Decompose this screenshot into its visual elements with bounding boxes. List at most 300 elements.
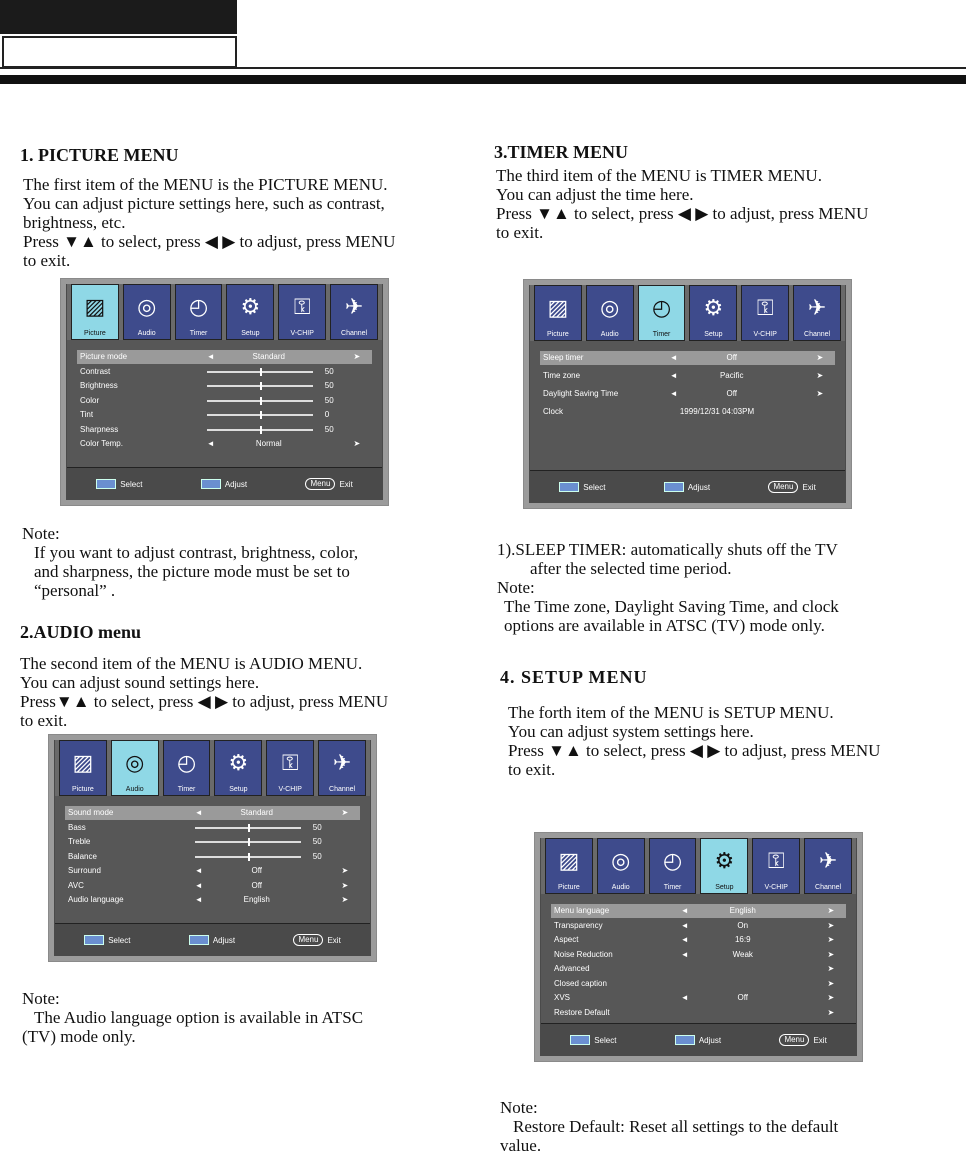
- menu-row[interactable]: [551, 933, 846, 947]
- body-line: Press ▼▲ to select, press ◀ ▶ to adjust, press MENU: [496, 204, 869, 223]
- picture-icon: ▨: [72, 750, 94, 775]
- menu-row[interactable]: [77, 408, 372, 422]
- menu-row[interactable]: [551, 919, 846, 933]
- select-hint-label: Select: [120, 479, 143, 489]
- menu-row-label: Balance: [68, 851, 97, 861]
- adjust-hint: [664, 482, 710, 492]
- menu-row-label: Surround: [68, 866, 101, 875]
- note-label: Note:: [22, 989, 60, 1008]
- slider-track[interactable]: [207, 429, 313, 431]
- exit-hint-label: Exit: [339, 479, 353, 489]
- updown-keys-icon: [559, 482, 579, 492]
- menu-key-icon: Menu: [305, 478, 335, 490]
- updown-keys-icon: [84, 935, 104, 945]
- menu-row[interactable]: [77, 365, 372, 379]
- select-hint: [559, 482, 605, 492]
- menu-row[interactable]: [77, 394, 372, 408]
- menu-row[interactable]: [65, 879, 360, 893]
- menu-tab-label: Timer: [177, 786, 196, 793]
- right-arrow-icon[interactable]: ➤: [827, 978, 835, 988]
- adjust-hint: [189, 935, 235, 945]
- menu-tab-label: Setup: [704, 331, 723, 338]
- slider-value: 0: [324, 410, 330, 419]
- menu-tab-audio[interactable]: [586, 285, 634, 341]
- menu-tab-timer[interactable]: [649, 838, 697, 894]
- channel-satellite-icon: ✈: [344, 294, 364, 319]
- menu-footer: [67, 467, 382, 500]
- note-line: Restore Default: Reset all settings to the default: [513, 1117, 839, 1136]
- audio-icon: ◎: [600, 295, 620, 320]
- exit-hint: [305, 478, 352, 490]
- audio-icon: ◎: [137, 294, 157, 319]
- note-line: “personal” .: [34, 581, 116, 600]
- vchip-lock-icon: ⚿: [293, 294, 311, 319]
- vchip-lock-icon: ⚿: [281, 750, 299, 775]
- menu-body: [55, 796, 370, 923]
- menu-row-value: Off: [726, 389, 738, 398]
- body-line: The second item of the MENU is AUDIO MENU.: [20, 654, 363, 673]
- exit-hint: [293, 934, 340, 946]
- note-label: Note:: [500, 1098, 538, 1117]
- left-arrow-icon[interactable]: ◄: [680, 949, 689, 959]
- leftright-keys-icon: [189, 935, 209, 945]
- menu-tab-label: Setup: [715, 884, 734, 891]
- menu-tab-channel[interactable]: [330, 284, 378, 340]
- menu-tab-vchip[interactable]: [752, 838, 800, 894]
- slider-knob[interactable]: [260, 426, 262, 434]
- timer-menu-screenshot: [523, 279, 852, 509]
- note-line: 1).SLEEP TIMER: automatically shuts off the TV: [497, 540, 838, 559]
- menu-tab-label: Timer: [189, 330, 208, 337]
- menu-tab-label: V-CHIP: [278, 786, 302, 793]
- slider-knob[interactable]: [248, 824, 250, 832]
- menu-row-label: Closed caption: [554, 978, 607, 988]
- setup-icon: ⚙: [240, 294, 261, 319]
- body-line: The forth item of the MENU is SETUP MENU.: [508, 703, 834, 722]
- note-body: [22, 543, 422, 600]
- setup-menu-screenshot: [534, 832, 863, 1062]
- menu-row[interactable]: [540, 351, 835, 365]
- adjust-hint: [675, 1035, 721, 1045]
- audio-menu-screenshot: [48, 734, 377, 962]
- menu-row-label: Transparency: [554, 920, 603, 930]
- menu-row-label: Picture mode: [80, 352, 128, 361]
- menu-row-label: Daylight Saving Time: [543, 389, 619, 398]
- menu-row[interactable]: [65, 850, 360, 864]
- slider-value: 50: [312, 851, 322, 861]
- header-thin-rule: [0, 67, 966, 69]
- menu-row-label: Contrast: [80, 366, 111, 376]
- menu-row-value: Off: [726, 353, 738, 362]
- section-heading: 1. PICTURE MENU: [20, 145, 179, 165]
- menu-row[interactable]: [77, 437, 372, 451]
- menu-row-label: Menu language: [554, 906, 610, 915]
- timer-note: [497, 540, 957, 635]
- body-line: The third item of the MENU is TIMER MENU.: [496, 166, 822, 185]
- menu-row[interactable]: [551, 948, 846, 962]
- slider-knob[interactable]: [260, 368, 262, 376]
- menu-row-value: Normal: [255, 439, 282, 448]
- menu-tab-timer[interactable]: [175, 284, 223, 340]
- menu-row[interactable]: [65, 821, 360, 835]
- left-arrow-icon[interactable]: ◄: [680, 993, 689, 1002]
- section-heading: 2.AUDIO menu: [20, 622, 142, 642]
- right-arrow-icon[interactable]: ➤: [341, 880, 349, 890]
- menu-tab-vchip[interactable]: [741, 285, 789, 341]
- menu-tab-label: Channel: [815, 884, 842, 891]
- menu-row-value: Standard: [240, 808, 273, 817]
- menu-row-value: On: [737, 920, 749, 930]
- menu-tab-setup[interactable]: [689, 285, 737, 341]
- right-arrow-icon[interactable]: ➤: [341, 866, 349, 875]
- menu-row-label: Advanced: [554, 964, 590, 973]
- slider-track[interactable]: [207, 385, 313, 387]
- menu-row[interactable]: [77, 379, 372, 393]
- section-body: [508, 703, 960, 779]
- right-arrow-icon[interactable]: ➤: [827, 935, 835, 944]
- menu-tab-label: Timer: [663, 884, 682, 891]
- menu-row[interactable]: [551, 962, 846, 976]
- header-black-bar: [0, 0, 237, 34]
- left-arrow-icon[interactable]: ◄: [194, 808, 203, 817]
- setup-icon: ⚙: [228, 750, 249, 775]
- menu-row-value: Off: [251, 880, 263, 890]
- menu-tab-setup[interactable]: [700, 838, 748, 894]
- right-arrow-icon[interactable]: ➤: [341, 808, 349, 817]
- menu-row-value: Off: [251, 866, 263, 875]
- left-arrow-icon[interactable]: ◄: [206, 439, 215, 448]
- menu-tab-channel[interactable]: [318, 740, 366, 796]
- left-arrow-icon[interactable]: ◄: [680, 920, 689, 930]
- menu-row-label: Bass: [68, 822, 86, 832]
- audio-icon: ◎: [611, 848, 631, 873]
- menu-tab-label: V-CHIP: [290, 330, 314, 337]
- body-line: to exit.: [23, 251, 71, 270]
- menu-body: [541, 894, 856, 1023]
- menu-row-value: Weak: [732, 949, 753, 959]
- select-hint: [96, 479, 142, 489]
- menu-tab-setup[interactable]: [226, 284, 274, 340]
- updown-keys-icon: [96, 479, 116, 489]
- slider-track[interactable]: [207, 371, 313, 373]
- right-arrow-icon[interactable]: ➤: [353, 439, 361, 448]
- menu-tab-label: Setup: [241, 330, 260, 337]
- slider-track[interactable]: [207, 414, 313, 416]
- note-label: Note:: [22, 524, 60, 543]
- menu-tab-label: Audio: [600, 331, 619, 338]
- adjust-hint: [201, 479, 247, 489]
- exit-hint-label: Exit: [327, 935, 341, 945]
- slider-knob[interactable]: [260, 397, 262, 405]
- left-arrow-icon[interactable]: ◄: [680, 935, 689, 944]
- exit-hint: [768, 481, 815, 493]
- header-thick-rule: [0, 75, 966, 84]
- body-line: brightness, etc.: [23, 213, 126, 232]
- menu-row-value: 16:9: [734, 935, 751, 944]
- menu-row[interactable]: [77, 350, 372, 364]
- menu-row-label: Sharpness: [80, 424, 119, 434]
- header-title-box: [2, 36, 237, 68]
- menu-row-label: Color: [80, 395, 100, 405]
- body-line: Press▼▲ to select, press ◀ ▶ to adjust, press MENU: [20, 692, 389, 711]
- menu-tab-label: Channel: [329, 786, 356, 793]
- picture-note: [22, 524, 422, 600]
- adjust-hint-label: Adjust: [212, 935, 236, 945]
- note-line: The Audio language option is available in ATSC: [34, 1008, 364, 1027]
- section-body: [23, 175, 440, 270]
- menu-tab-label: Channel: [804, 331, 831, 338]
- menu-footer: [55, 923, 370, 956]
- slider-value: 50: [312, 822, 322, 832]
- slider-value: 50: [324, 366, 334, 376]
- left-arrow-icon[interactable]: ◄: [669, 389, 678, 398]
- menu-tab-setup[interactable]: [214, 740, 262, 796]
- menu-tab-picture[interactable]: [534, 285, 582, 341]
- timer-icon: ◴: [188, 294, 209, 319]
- menu-tab-picture[interactable]: [59, 740, 107, 796]
- slider-knob[interactable]: [260, 411, 262, 419]
- note-line: options are available in ATSC (TV) mode only.: [504, 616, 825, 635]
- note-label: Note:: [497, 578, 535, 597]
- note-line: after the selected time period.: [530, 559, 732, 578]
- left-arrow-icon[interactable]: ◄: [680, 906, 689, 915]
- left-arrow-icon[interactable]: ◄: [194, 866, 203, 875]
- timer-icon: ◴: [662, 848, 683, 873]
- timer-icon: ◴: [651, 295, 672, 320]
- menu-row[interactable]: [65, 893, 360, 907]
- body-line: to exit.: [508, 760, 556, 779]
- menu-footer: [530, 470, 845, 503]
- body-line: to exit.: [20, 711, 68, 730]
- picture-menu-section: [20, 145, 440, 270]
- menu-row[interactable]: [551, 991, 846, 1005]
- slider-track[interactable]: [195, 856, 301, 858]
- menu-row-value: Standard: [252, 352, 285, 361]
- picture-menu-screenshot: [60, 278, 389, 506]
- select-hint-label: Select: [108, 935, 131, 945]
- body-line: to exit.: [496, 223, 544, 242]
- menu-tab-picture[interactable]: [71, 284, 119, 340]
- right-arrow-icon[interactable]: ➤: [816, 371, 824, 380]
- exit-hint-label: Exit: [813, 1035, 827, 1045]
- audio-icon: ◎: [125, 750, 145, 775]
- note-line: (TV) mode only.: [22, 1027, 136, 1046]
- setup-menu-section: [500, 667, 960, 779]
- right-arrow-icon[interactable]: ➤: [827, 949, 835, 959]
- note-line: If you want to adjust contrast, brightness, color,: [34, 543, 359, 562]
- picture-icon: ▨: [84, 294, 106, 319]
- note-line: and sharpness, the picture mode must be set to: [34, 562, 350, 581]
- menu-row-label: Audio language: [68, 895, 124, 904]
- audio-menu-section: [20, 622, 440, 730]
- setup-icon: ⚙: [714, 848, 735, 873]
- menu-tab-audio[interactable]: [597, 838, 645, 894]
- menu-row-label: Noise Reduction: [554, 949, 613, 959]
- menu-row[interactable]: [551, 977, 846, 991]
- menu-row-value: Off: [737, 993, 749, 1002]
- menu-tab-label: Audio: [137, 330, 156, 337]
- channel-satellite-icon: ✈: [332, 750, 352, 775]
- menu-key-icon: Menu: [779, 1034, 809, 1046]
- right-arrow-icon[interactable]: ➤: [827, 964, 835, 973]
- menu-tab-bar: [541, 838, 856, 894]
- menu-body: [67, 340, 382, 467]
- right-arrow-icon[interactable]: ➤: [827, 993, 835, 1002]
- left-arrow-icon[interactable]: ◄: [194, 895, 203, 904]
- menu-row-label: Time zone: [543, 371, 581, 380]
- select-hint: [84, 935, 130, 945]
- menu-tab-label: Audio: [125, 786, 144, 793]
- menu-row-value: English: [729, 906, 756, 915]
- menu-tab-vchip[interactable]: [266, 740, 314, 796]
- menu-row[interactable]: [65, 835, 360, 849]
- left-arrow-icon[interactable]: ◄: [206, 352, 215, 361]
- menu-row-label: Aspect: [554, 935, 579, 944]
- setup-icon: ⚙: [703, 295, 724, 320]
- body-line: You can adjust picture settings here, such as contrast,: [23, 194, 385, 213]
- select-hint-label: Select: [583, 482, 606, 492]
- vchip-lock-icon: ⚿: [767, 848, 785, 873]
- exit-hint-label: Exit: [802, 482, 816, 492]
- menu-tab-picture[interactable]: [545, 838, 593, 894]
- right-arrow-icon[interactable]: ➤: [353, 352, 361, 361]
- slider-value: 50: [312, 837, 322, 846]
- right-arrow-icon[interactable]: ➤: [827, 1007, 835, 1017]
- section-body: [20, 654, 440, 730]
- body-line: Press ▼▲ to select, press ◀ ▶ to adjust, press MENU: [23, 232, 396, 251]
- right-arrow-icon[interactable]: ➤: [827, 920, 835, 930]
- leftright-keys-icon: [201, 479, 221, 489]
- menu-tab-label: Picture: [547, 331, 569, 338]
- menu-row-label: Sound mode: [68, 808, 114, 817]
- body-line: Press ▼▲ to select, press ◀ ▶ to adjust, press MENU: [508, 741, 881, 760]
- menu-tab-label: Timer: [652, 331, 671, 338]
- slider-track[interactable]: [195, 841, 301, 843]
- section-body: [496, 166, 954, 242]
- body-line: You can adjust the time here.: [496, 185, 694, 204]
- section-heading: 3.TIMER MENU: [494, 142, 628, 162]
- menu-tab-bar: [530, 285, 845, 341]
- menu-tab-label: Setup: [229, 786, 248, 793]
- vchip-lock-icon: ⚿: [756, 295, 774, 320]
- menu-row-label: AVC: [68, 880, 84, 890]
- leftright-keys-icon: [675, 1035, 695, 1045]
- menu-key-icon: Menu: [768, 481, 798, 493]
- select-hint-label: Select: [594, 1035, 617, 1045]
- menu-tab-label: V-CHIP: [764, 884, 788, 891]
- menu-row[interactable]: [540, 387, 835, 401]
- menu-row-label: Restore Default: [554, 1007, 610, 1017]
- right-arrow-icon[interactable]: ➤: [816, 353, 824, 362]
- updown-keys-icon: [570, 1035, 590, 1045]
- menu-row-label: Clock: [543, 407, 564, 416]
- slider-knob[interactable]: [260, 382, 262, 390]
- menu-tab-channel[interactable]: [793, 285, 841, 341]
- picture-icon: ▨: [558, 848, 580, 873]
- menu-key-icon: Menu: [293, 934, 323, 946]
- menu-tab-vchip[interactable]: [278, 284, 326, 340]
- menu-tab-label: Picture: [558, 884, 580, 891]
- menu-row[interactable]: [65, 864, 360, 878]
- slider-value: 50: [324, 424, 334, 434]
- note-body: [22, 1008, 422, 1046]
- slider-value: 50: [324, 381, 334, 390]
- menu-row-label: Color Temp.: [80, 439, 123, 448]
- body-line: You can adjust system settings here.: [508, 722, 754, 741]
- left-arrow-icon[interactable]: ◄: [669, 371, 678, 380]
- body-line: You can adjust sound settings here.: [20, 673, 260, 692]
- menu-tab-audio[interactable]: [111, 740, 159, 796]
- slider-track[interactable]: [195, 827, 301, 829]
- menu-row[interactable]: [551, 1006, 846, 1020]
- slider-value: 50: [324, 395, 334, 405]
- menu-row-value: 1999/12/31 04:03PM: [679, 407, 755, 416]
- picture-icon: ▨: [547, 295, 569, 320]
- menu-row-label: Treble: [68, 837, 91, 846]
- audio-note: [22, 989, 422, 1046]
- timer-icon: ◴: [176, 750, 197, 775]
- adjust-hint-label: Adjust: [698, 1035, 722, 1045]
- note-line: value.: [500, 1136, 542, 1155]
- note-line: The Time zone, Daylight Saving Time, and clock: [504, 597, 839, 616]
- left-arrow-icon[interactable]: ◄: [669, 353, 678, 362]
- body-line: The first item of the MENU is the PICTURE MENU.: [23, 175, 388, 194]
- menu-body: [530, 341, 845, 470]
- menu-row-label: Sleep timer: [543, 353, 584, 362]
- setup-note: [500, 1098, 960, 1155]
- menu-tab-timer[interactable]: [163, 740, 211, 796]
- menu-row-label: Brightness: [80, 381, 118, 390]
- right-arrow-icon[interactable]: ➤: [827, 906, 835, 915]
- slider-knob[interactable]: [248, 853, 250, 861]
- channel-satellite-icon: ✈: [807, 295, 827, 320]
- adjust-hint-label: Adjust: [687, 482, 711, 492]
- menu-row[interactable]: [65, 806, 360, 820]
- timer-menu-section: [494, 142, 954, 242]
- menu-tab-channel[interactable]: [804, 838, 852, 894]
- menu-tab-label: Channel: [341, 330, 368, 337]
- menu-tab-audio[interactable]: [123, 284, 171, 340]
- menu-row-value: English: [243, 895, 270, 904]
- menu-footer: [541, 1023, 856, 1056]
- menu-row-label: XVS: [554, 993, 571, 1002]
- menu-tab-label: Picture: [72, 786, 94, 793]
- adjust-hint-label: Adjust: [224, 479, 248, 489]
- slider-track[interactable]: [207, 400, 313, 402]
- left-arrow-icon[interactable]: ◄: [194, 880, 203, 890]
- menu-row-label: Tint: [80, 410, 94, 419]
- menu-tab-label: Audio: [611, 884, 630, 891]
- select-hint: [570, 1035, 616, 1045]
- menu-tab-bar: [55, 740, 370, 796]
- menu-tab-bar: [67, 284, 382, 340]
- menu-row[interactable]: [540, 405, 835, 419]
- menu-row[interactable]: [77, 423, 372, 437]
- menu-row[interactable]: [540, 369, 835, 383]
- menu-tab-label: Picture: [84, 330, 106, 337]
- leftright-keys-icon: [664, 482, 684, 492]
- menu-row-value: Pacific: [719, 371, 744, 380]
- right-arrow-icon[interactable]: ➤: [816, 389, 824, 398]
- menu-tab-timer[interactable]: [638, 285, 686, 341]
- section-heading: 4. SETUP MENU: [500, 667, 648, 687]
- menu-row[interactable]: [551, 904, 846, 918]
- exit-hint: [779, 1034, 826, 1046]
- right-arrow-icon[interactable]: ➤: [341, 895, 349, 904]
- channel-satellite-icon: ✈: [818, 848, 838, 873]
- slider-knob[interactable]: [248, 838, 250, 846]
- menu-tab-label: V-CHIP: [753, 331, 777, 338]
